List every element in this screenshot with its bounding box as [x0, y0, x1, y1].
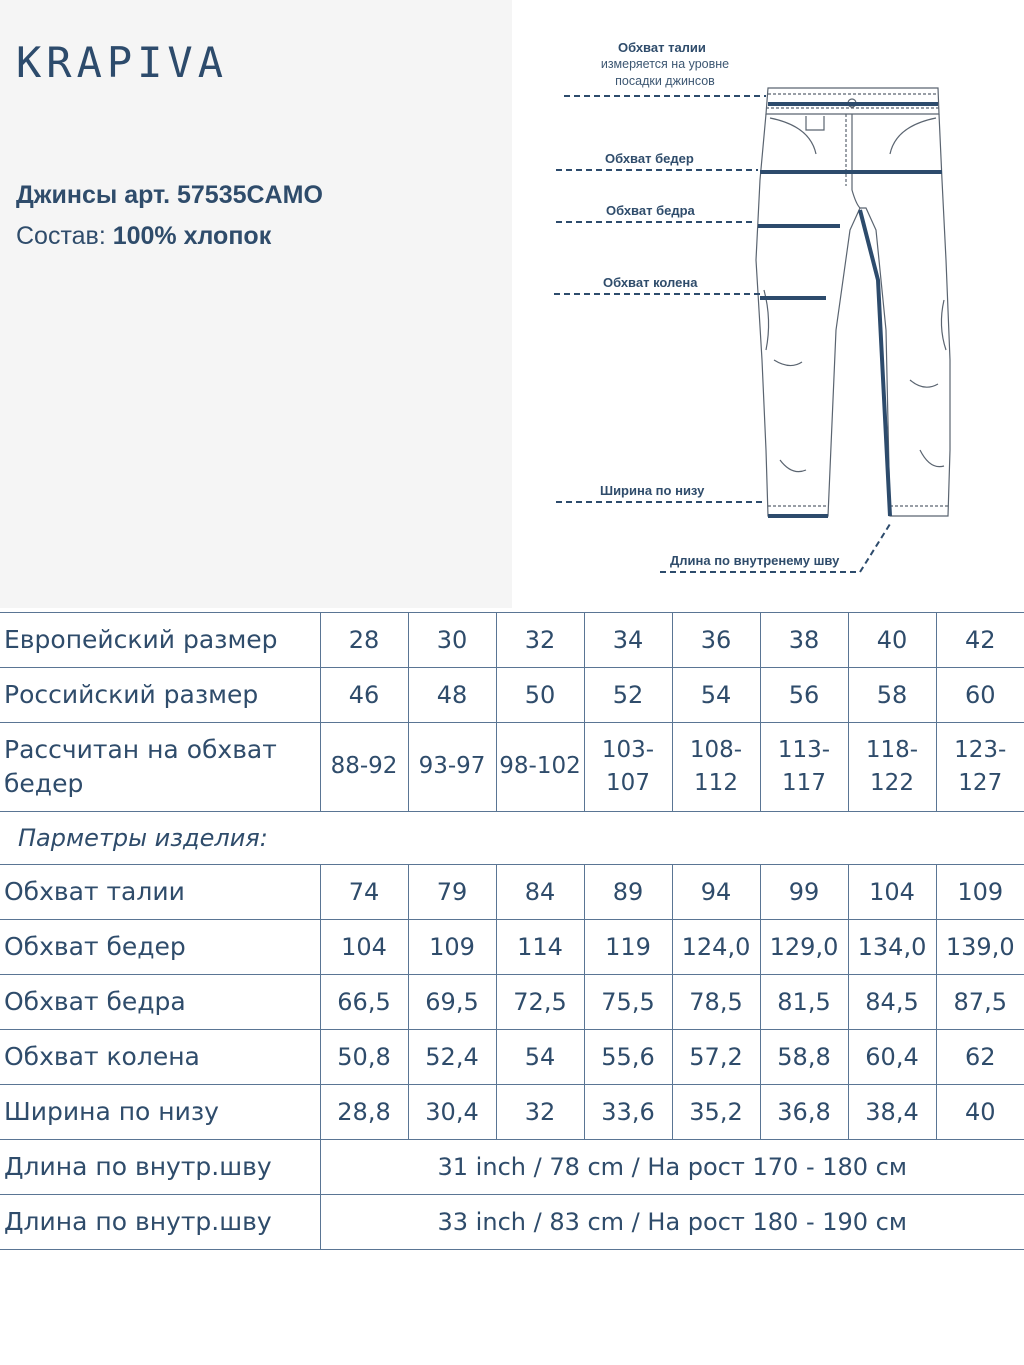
- table-cell: 28: [320, 613, 408, 668]
- table-cell: 33,6: [584, 1085, 672, 1140]
- diagram-label-inseam: Длина по внутренему шву: [670, 553, 840, 568]
- diagram-label-hips: Обхват бедер: [605, 151, 694, 166]
- hip-range-rows: [0, 723, 1024, 812]
- row-label: Длина по внутр.шву: [0, 1195, 320, 1250]
- brand-logo: KRAPIVA: [16, 38, 229, 87]
- table-row: [0, 920, 1024, 975]
- table-row: [0, 1195, 1024, 1250]
- table-cell: 114: [496, 920, 584, 975]
- table-cell: 78,5: [672, 975, 760, 1030]
- size-rows: [0, 613, 1024, 723]
- table-cell: 35,2: [672, 1085, 760, 1140]
- row-label: Российский размер: [0, 668, 320, 723]
- param-rows: [0, 865, 1024, 1140]
- table-cell: 36,8: [760, 1085, 848, 1140]
- diagram-label-knee: Обхват колена: [603, 275, 698, 290]
- table-cell: 129,0: [760, 920, 848, 975]
- table-cell: 38: [760, 613, 848, 668]
- product-composition: [16, 222, 271, 251]
- row-label: Европейский размер: [0, 613, 320, 668]
- table-cell: 62: [936, 1030, 1024, 1085]
- table-cell: 98-102: [496, 723, 584, 812]
- row-label: Ширина по низу: [0, 1085, 320, 1140]
- row-label: Обхват бедра: [0, 975, 320, 1030]
- table-row: [0, 1030, 1024, 1085]
- diagram-note-waist-2: посадки джинсов: [615, 74, 715, 88]
- table-cell: 118-122: [848, 723, 936, 812]
- header-panel: [0, 0, 512, 608]
- table-cell: 57,2: [672, 1030, 760, 1085]
- table-cell: 54: [672, 668, 760, 723]
- table-cell: 124,0: [672, 920, 760, 975]
- table-cell: 104: [848, 865, 936, 920]
- section-rows: [0, 812, 1024, 865]
- table-row: [0, 613, 1024, 668]
- table-cell: 88-92: [320, 723, 408, 812]
- length-value: 33 inch / 83 cm / На рост 180 - 190 см: [320, 1195, 1024, 1250]
- table-cell: 113-117: [760, 723, 848, 812]
- table-cell: 34: [584, 613, 672, 668]
- size-chart-table: [0, 612, 1024, 1250]
- table-cell: 42: [936, 613, 1024, 668]
- table-cell: 55,6: [584, 1030, 672, 1085]
- table-cell: 79: [408, 865, 496, 920]
- composition-label: Состав:: [16, 222, 106, 250]
- row-label: Обхват талии: [0, 865, 320, 920]
- table-cell: 58: [848, 668, 936, 723]
- table-cell: 75,5: [584, 975, 672, 1030]
- table-cell: 32: [496, 1085, 584, 1140]
- table-cell: 38,4: [848, 1085, 936, 1140]
- table-cell: 119: [584, 920, 672, 975]
- table-cell: 84: [496, 865, 584, 920]
- table-cell: 46: [320, 668, 408, 723]
- diagram-label-waist: Обхват талии: [618, 40, 706, 55]
- table-cell: 108-112: [672, 723, 760, 812]
- table-cell: 74: [320, 865, 408, 920]
- diagram-label-thigh: Обхват бедра: [606, 203, 695, 218]
- diagram-label-hem: Ширина по низу: [600, 483, 705, 498]
- table-row: [0, 865, 1024, 920]
- table-cell: 50: [496, 668, 584, 723]
- table-cell: 56: [760, 668, 848, 723]
- table-cell: 81,5: [760, 975, 848, 1030]
- table-row: [0, 975, 1024, 1030]
- table-cell: 48: [408, 668, 496, 723]
- table-row: [0, 668, 1024, 723]
- table-cell: 52: [584, 668, 672, 723]
- table-cell: 109: [936, 865, 1024, 920]
- table-cell: 40: [936, 1085, 1024, 1140]
- length-rows: [0, 1140, 1024, 1250]
- section-title-row: [0, 812, 1024, 865]
- table-cell: 30: [408, 613, 496, 668]
- table-cell: 99: [760, 865, 848, 920]
- table-cell: 60,4: [848, 1030, 936, 1085]
- measurement-diagram: [540, 30, 1024, 590]
- table-cell: 50,8: [320, 1030, 408, 1085]
- table-cell: 36: [672, 613, 760, 668]
- table-cell: 52,4: [408, 1030, 496, 1085]
- composition-value: 100% хлопок: [112, 222, 272, 250]
- diagram-note-waist-1: измеряется на уровне: [600, 57, 730, 71]
- table-cell: 109: [408, 920, 496, 975]
- table-cell: 84,5: [848, 975, 936, 1030]
- table-cell: 134,0: [848, 920, 936, 975]
- row-label: Длина по внутр.шву: [0, 1140, 320, 1195]
- table-cell: 93-97: [408, 723, 496, 812]
- table-row: [0, 723, 1024, 812]
- row-label: Обхват колена: [0, 1030, 320, 1085]
- table-cell: 123-127: [936, 723, 1024, 812]
- table-cell: 103-107: [584, 723, 672, 812]
- length-value: 31 inch / 78 cm / На рост 170 - 180 см: [320, 1140, 1024, 1195]
- table-cell: 54: [496, 1030, 584, 1085]
- table-cell: 40: [848, 613, 936, 668]
- table-cell: 69,5: [408, 975, 496, 1030]
- table-cell: 66,5: [320, 975, 408, 1030]
- jeans-illustration: [540, 30, 1024, 590]
- table-cell: 94: [672, 865, 760, 920]
- table-cell: 60: [936, 668, 1024, 723]
- table-cell: 72,5: [496, 975, 584, 1030]
- row-label: Рассчитан на обхват бедер: [0, 723, 320, 812]
- table-cell: 58,8: [760, 1030, 848, 1085]
- table-cell: 104: [320, 920, 408, 975]
- table-cell: 32: [496, 613, 584, 668]
- product-title: Джинсы арт. 57535CAMO: [16, 181, 323, 209]
- table-row: [0, 1140, 1024, 1195]
- table-cell: 28,8: [320, 1085, 408, 1140]
- row-label: Обхват бедер: [0, 920, 320, 975]
- table-cell: 89: [584, 865, 672, 920]
- table-cell: 139,0: [936, 920, 1024, 975]
- table-row: [0, 1085, 1024, 1140]
- table-cell: 30,4: [408, 1085, 496, 1140]
- table-cell: 87,5: [936, 975, 1024, 1030]
- section-title: Парметры изделия:: [0, 812, 1024, 865]
